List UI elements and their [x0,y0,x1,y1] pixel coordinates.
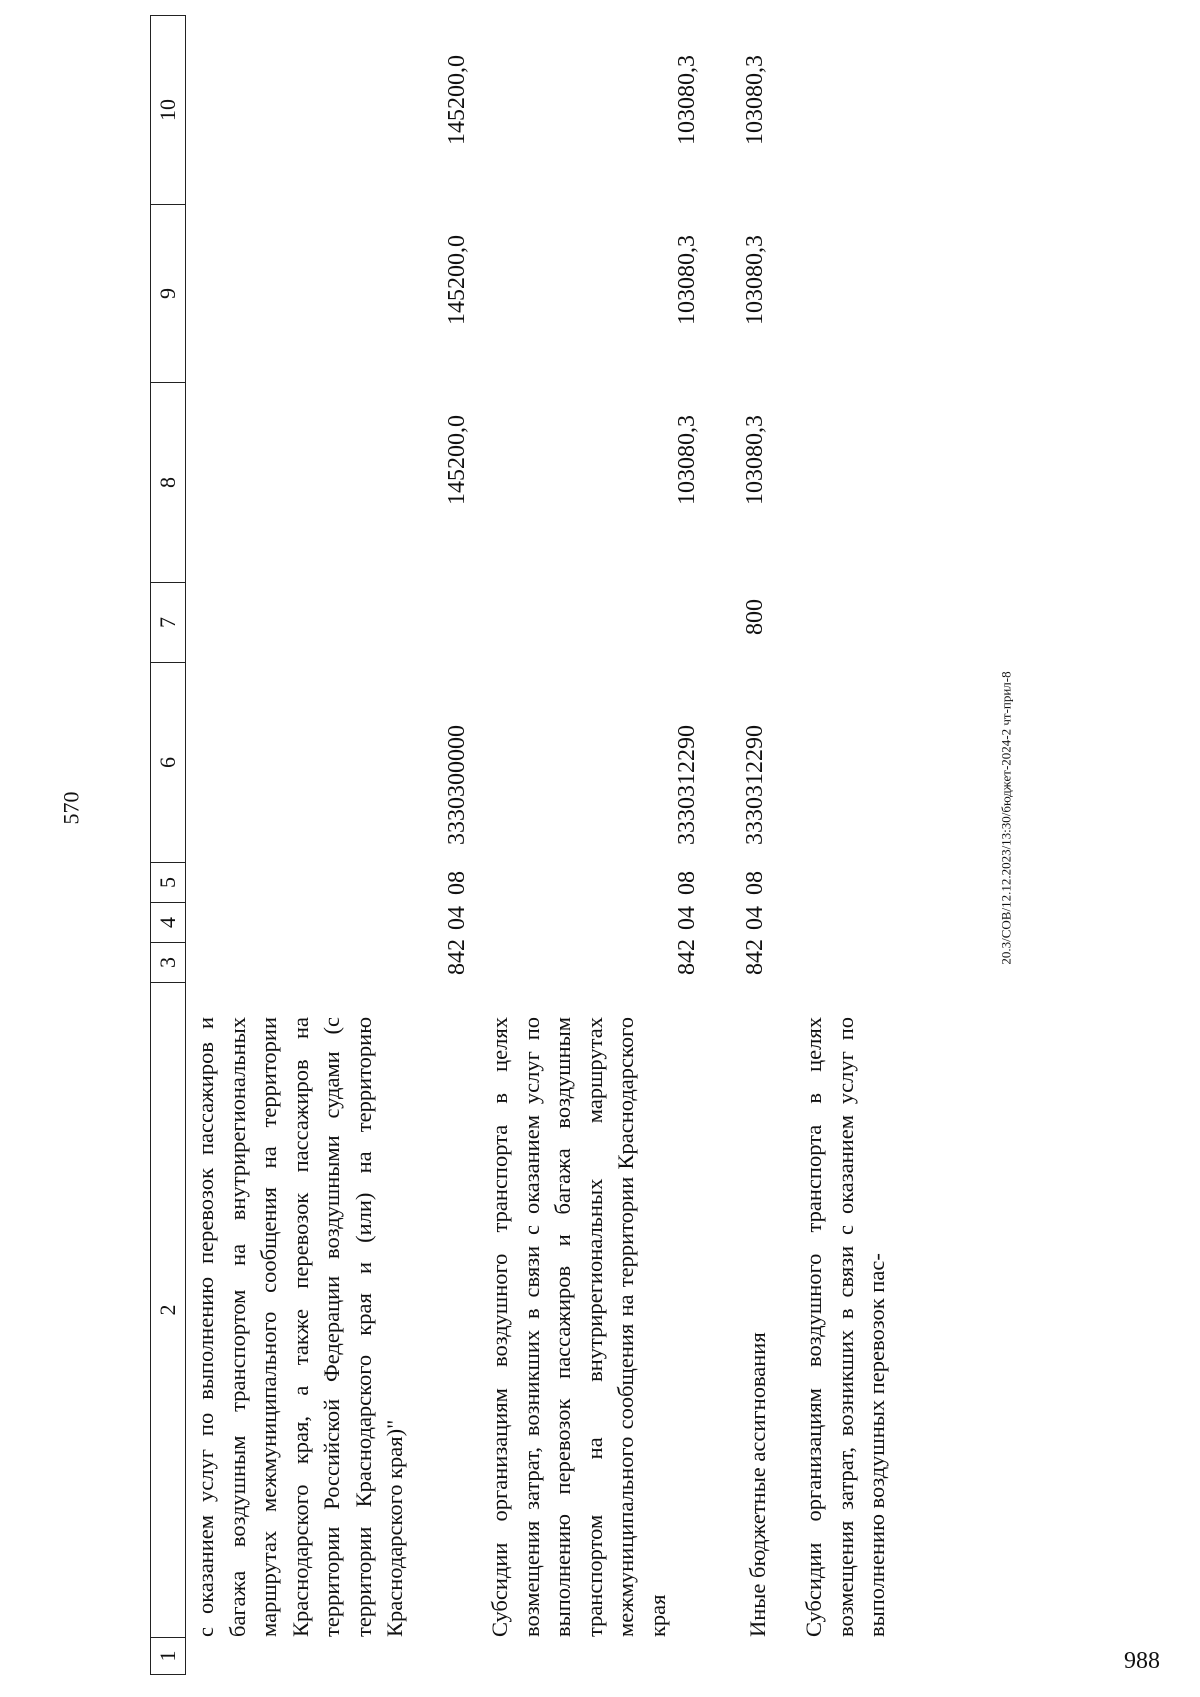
cell-c6: 3330312290 [742,725,768,845]
cell-c3: 842 [742,939,768,975]
table-header-row [150,15,186,1675]
cell-c8: 103080,3 [674,415,700,505]
header-cell-1: 1 [150,1637,186,1675]
header-cell-9: 9 [150,204,186,382]
header-cell-8: 8 [150,382,186,582]
header-cell-4: 4 [150,902,186,942]
cell-c5: 08 [444,871,470,895]
table-row [484,15,724,1675]
page-number-bottom: 988 [1124,1648,1160,1674]
cell-c10: 103080,3 [742,55,768,145]
cell-c3: 842 [674,939,700,975]
cell-c10: 145200,0 [444,55,470,145]
header-cell-10: 10 [150,15,186,204]
row-name: Субсидии организациям воздушного транспорта в целях возмещения затрат, возникших в связи с оказанием услуг по выполнению перевозок пассажиров и багажа воздушным транспортом на внутрирегиональных маршрутах межмуниципального сообщения на территории Краснодарского края [487,1017,670,1637]
cell-c9: 103080,3 [742,235,768,325]
table-row [190,15,470,1675]
header-cell-7: 7 [150,582,186,662]
header-cell-2: 2 [150,982,186,1637]
budget-table [150,15,920,1675]
row-name: Субсидии организациям воздушного транспорта в целях возмещения затрат, возникших в связи с оказанием услуг по выполнению воздушных перевозок пас- [801,1017,889,1637]
page-number-top: 570 [58,791,84,825]
cell-c10: 103080,3 [674,55,700,145]
header-cell-3: 3 [150,942,186,982]
row-name: Иные бюджетные ассигнования [745,1332,770,1637]
table-row [798,15,918,1675]
header-cell-5: 5 [150,862,186,902]
table-row [742,15,782,1675]
cell-c9: 103080,3 [674,235,700,325]
row-name: с оказанием услуг по выполнению перевозок пассажиров и багажа воздушным транспортом на внутрирегиональных маршрутах межмуниципального сообщения на территории Краснодарского края, а также перевозок пассажиров на территории Российской Федерации воздушными судами (с территории Краснодарского края и (или) на территорию Краснодарского края)" [193,1017,407,1637]
cell-c4: 04 [674,906,700,930]
cell-c4: 04 [742,906,768,930]
header-cell-6: 6 [150,662,186,862]
cell-c6: 3330312290 [674,725,700,845]
cell-c8: 145200,0 [444,415,470,505]
cell-c8: 103080,3 [742,415,768,505]
cell-c5: 08 [742,871,768,895]
cell-c5: 08 [674,871,700,895]
cell-c9: 145200,0 [444,235,470,325]
cell-c4: 04 [444,906,470,930]
cell-c3: 842 [444,939,470,975]
cell-c7: 800 [742,599,768,635]
document-stamp: 20.3/СОВ/12.12.2023/13:30/бюджет-2024-2 чт-прил-8 [998,671,1014,965]
cell-c6: 3330300000 [444,725,470,845]
